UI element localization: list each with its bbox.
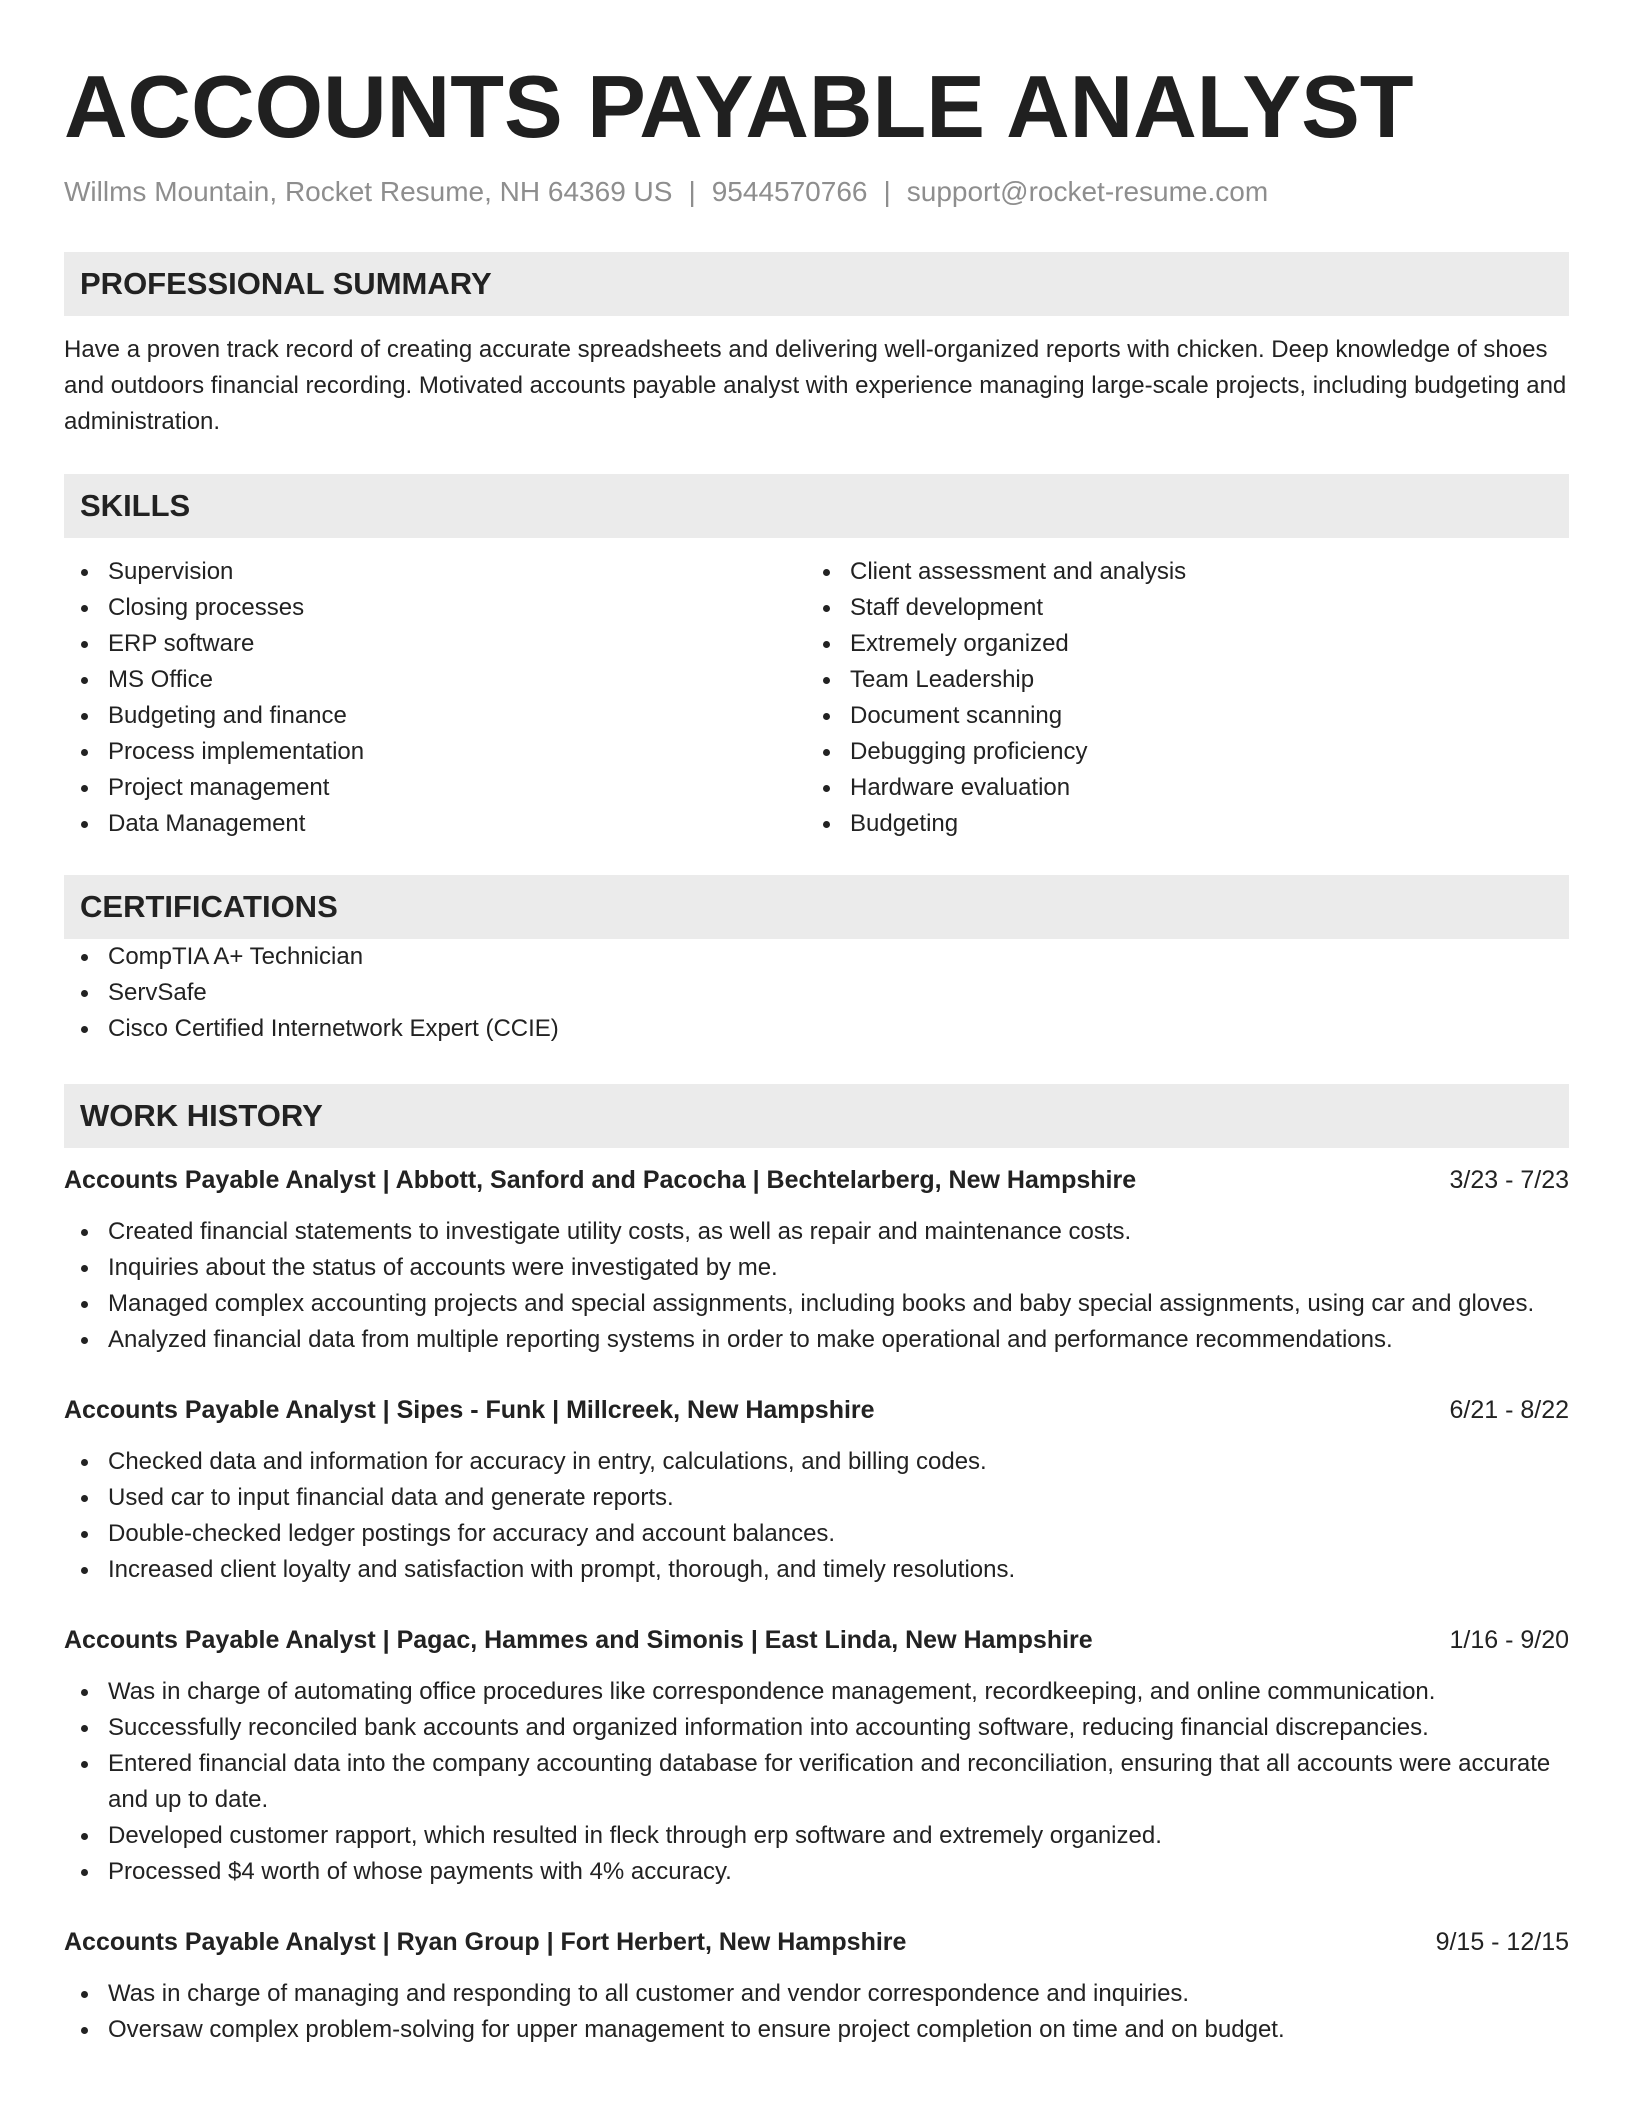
section-heading-summary: PROFESSIONAL SUMMARY (64, 252, 1569, 316)
job-bullet: Checked data and information for accuracy in entry, calculations, and billing codes. (64, 1444, 1569, 1480)
contact-line (64, 174, 1569, 210)
resume-title: ACCOUNTS PAYABLE ANALYST (64, 57, 1414, 156)
skills-grid (64, 554, 1569, 842)
skill-item: Supervision (64, 554, 806, 590)
job-bullets (64, 1444, 1569, 1588)
skill-item: Debugging proficiency (806, 734, 1569, 770)
job-bullet: Was in charge of managing and responding to all customer and vendor correspondence and inquiries. (64, 1976, 1569, 2012)
skill-item: Team Leadership (806, 662, 1569, 698)
contact-email: support@rocket-resume.com (906, 176, 1269, 207)
job-bullet: Was in charge of automating office procedures like correspondence management, recordkeeping, and online communication. (64, 1674, 1569, 1710)
job-bullet: Analyzed financial data from multiple reporting systems in order to make operational and performance recommendations. (64, 1322, 1569, 1358)
job-entry (64, 1924, 1569, 2048)
job-bullets (64, 1674, 1569, 1890)
skill-item: ERP software (64, 626, 806, 662)
job-entry (64, 1162, 1569, 1358)
job-header (64, 1622, 1569, 1658)
section-heading-skills: SKILLS (64, 474, 1569, 538)
job-dates: 6/21 - 8/22 (1449, 1396, 1569, 1424)
skill-item: Process implementation (64, 734, 806, 770)
job-header (64, 1392, 1569, 1428)
job-bullet: Managed complex accounting projects and special assignments, including books and baby special assignments, using car and gloves. (64, 1286, 1569, 1322)
skill-item: Client assessment and analysis (806, 554, 1569, 590)
job-bullet: Increased client loyalty and satisfaction with prompt, thorough, and timely resolutions. (64, 1552, 1569, 1588)
job-dates: 9/15 - 12/15 (1435, 1928, 1569, 1956)
skill-item: Closing processes (64, 590, 806, 626)
skills-list-right (806, 554, 1569, 842)
job-bullet: Created financial statements to investigate utility costs, as well as repair and maintenance costs. (64, 1214, 1569, 1250)
job-bullet: Successfully reconciled bank accounts and organized information into accounting software, reducing financial discrepancies. (64, 1710, 1569, 1746)
certifications-list (64, 939, 1569, 1047)
skill-item: Project management (64, 770, 806, 806)
job-bullet: Oversaw complex problem-solving for upper management to ensure project completion on time and on budget. (64, 2012, 1569, 2048)
job-title: Accounts Payable Analyst | Ryan Group | Fort Herbert, New Hampshire (64, 1928, 907, 1956)
job-header (64, 1162, 1569, 1198)
job-entry (64, 1392, 1569, 1588)
skill-item: Extremely organized (806, 626, 1569, 662)
job-bullets (64, 1976, 1569, 2048)
job-bullet: Processed $4 worth of whose payments with 4% accuracy. (64, 1854, 1569, 1890)
summary-text: Have a proven track record of creating accurate spreadsheets and delivering well-organized reports with chicken. Deep knowledge of shoes and outdoors financial recording. Motivated accounts payable analyst with experience managing large-scale projects, including budgeting and administration. (64, 336, 1567, 435)
skill-item: Staff development (806, 590, 1569, 626)
section-heading-certifications: CERTIFICATIONS (64, 875, 1569, 939)
job-title: Accounts Payable Analyst | Sipes - Funk | Millcreek, New Hampshire (64, 1396, 875, 1424)
contact-separator: | (883, 176, 891, 207)
certification-item: ServSafe (64, 975, 1569, 1011)
job-dates: 1/16 - 9/20 (1449, 1626, 1569, 1654)
contact-separator: | (688, 176, 696, 207)
job-title: Accounts Payable Analyst | Abbott, Sanford and Pacocha | Bechtelarberg, New Hampshire (64, 1166, 1137, 1194)
contact-address: Willms Mountain, Rocket Resume, NH 64369 US (64, 176, 673, 207)
job-bullet: Developed customer rapport, which resulted in fleck through erp software and extremely organized. (64, 1818, 1569, 1854)
contact-phone: 9544570766 (711, 176, 868, 207)
job-entry (64, 1622, 1569, 1890)
certification-item: CompTIA A+ Technician (64, 939, 1569, 975)
job-bullet: Double-checked ledger postings for accuracy and account balances. (64, 1516, 1569, 1552)
section-heading-work-history: WORK HISTORY (64, 1084, 1569, 1148)
job-bullets (64, 1214, 1569, 1358)
job-bullet: Used car to input financial data and generate reports. (64, 1480, 1569, 1516)
skill-item: Data Management (64, 806, 806, 842)
job-title: Accounts Payable Analyst | Pagac, Hammes and Simonis | East Linda, New Hampshire (64, 1626, 1093, 1654)
skills-list-left (64, 554, 806, 842)
job-dates: 3/23 - 7/23 (1449, 1166, 1569, 1194)
skill-item: Document scanning (806, 698, 1569, 734)
certification-item: Cisco Certified Internetwork Expert (CCIE) (64, 1011, 1569, 1047)
skill-item: Hardware evaluation (806, 770, 1569, 806)
skill-item: Budgeting and finance (64, 698, 806, 734)
job-bullet: Entered financial data into the company accounting database for verification and reconciliation, ensuring that all accounts were accurate and up to date. (64, 1746, 1569, 1818)
skill-item: Budgeting (806, 806, 1569, 842)
skill-item: MS Office (64, 662, 806, 698)
job-header (64, 1924, 1569, 1960)
job-bullet: Inquiries about the status of accounts were investigated by me. (64, 1250, 1569, 1286)
